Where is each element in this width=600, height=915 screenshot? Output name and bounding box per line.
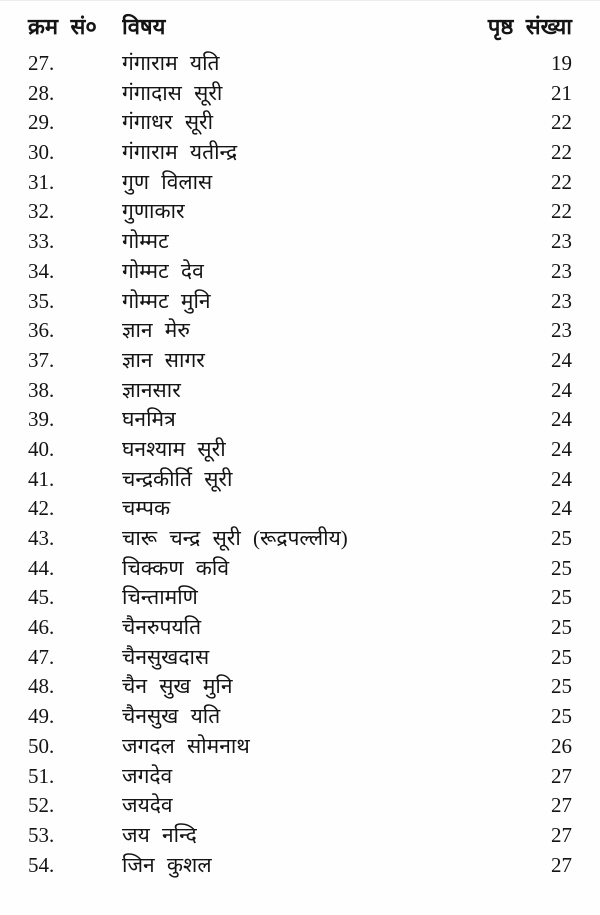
serial-number: 42. bbox=[28, 496, 55, 521]
page-number: 21 bbox=[551, 80, 572, 105]
subject-title: जयदेव bbox=[122, 793, 173, 818]
page-number: 22 bbox=[551, 169, 572, 194]
subject-title: गंगाराम यतीन्द्र bbox=[122, 140, 238, 165]
page-number: 25 bbox=[551, 526, 572, 550]
serial-number: 32. bbox=[28, 199, 55, 224]
toc-row bbox=[28, 316, 572, 346]
serial-number: 27. bbox=[28, 51, 55, 75]
serial-number: 43. bbox=[28, 526, 55, 550]
toc-row bbox=[28, 465, 572, 495]
toc-row bbox=[28, 524, 572, 554]
subject-title: चारू चन्द्र सूरी (रूद्रपल्लीय) bbox=[122, 526, 348, 550]
toc-rows bbox=[28, 49, 572, 880]
page-number: 27 bbox=[551, 763, 572, 788]
subject-title: घनमित्र bbox=[122, 407, 176, 432]
serial-number: 53. bbox=[28, 822, 55, 847]
page-number: 25 bbox=[551, 615, 572, 640]
serial-number: 29. bbox=[28, 110, 55, 135]
page-number: 24 bbox=[551, 496, 572, 521]
toc-row bbox=[28, 257, 572, 287]
toc-row bbox=[28, 79, 572, 109]
page-number: 23 bbox=[551, 318, 572, 343]
page-number: 25 bbox=[551, 674, 572, 699]
subject-title: गंगाराम यति bbox=[122, 51, 220, 75]
subject-title: गोम्मट bbox=[122, 229, 169, 254]
subject-title: चैनसुख यति bbox=[122, 704, 221, 729]
subject-title: चम्पक bbox=[122, 496, 171, 521]
toc-row bbox=[28, 376, 572, 406]
toc-row bbox=[28, 702, 572, 732]
page-number: 25 bbox=[551, 555, 572, 580]
header-subject: विषय bbox=[122, 14, 166, 39]
subject-title: गंगाधर सूरी bbox=[122, 110, 214, 135]
serial-number: 39. bbox=[28, 407, 55, 432]
toc-row bbox=[28, 494, 572, 524]
toc-row bbox=[28, 821, 572, 851]
serial-number: 48. bbox=[28, 674, 55, 699]
page-number: 25 bbox=[551, 644, 572, 669]
serial-number: 44. bbox=[28, 555, 55, 580]
toc-row bbox=[28, 168, 572, 198]
subject-title: चिन्तामणि bbox=[122, 585, 198, 610]
toc-row bbox=[28, 227, 572, 257]
page-number: 24 bbox=[551, 466, 572, 491]
toc-header bbox=[28, 11, 572, 45]
toc-row bbox=[28, 583, 572, 613]
subject-title: चैनसुखदास bbox=[122, 644, 210, 669]
serial-number: 50. bbox=[28, 733, 55, 758]
toc-row bbox=[28, 197, 572, 227]
serial-number: 52. bbox=[28, 793, 55, 818]
page-number: 27 bbox=[551, 793, 572, 818]
serial-number: 34. bbox=[28, 258, 55, 283]
toc-row bbox=[28, 346, 572, 376]
page-number: 24 bbox=[551, 436, 572, 461]
table-of-contents bbox=[28, 11, 572, 880]
toc-row bbox=[28, 405, 572, 435]
serial-number: 37. bbox=[28, 347, 55, 372]
page-number: 24 bbox=[551, 407, 572, 432]
toc-row bbox=[28, 613, 572, 643]
toc-row bbox=[28, 672, 572, 702]
toc-row bbox=[28, 138, 572, 168]
serial-number: 51. bbox=[28, 763, 55, 788]
serial-number: 45. bbox=[28, 585, 55, 610]
serial-number: 41. bbox=[28, 466, 55, 491]
serial-number: 49. bbox=[28, 704, 55, 729]
subject-title: जगदेव bbox=[122, 763, 173, 788]
serial-number: 33. bbox=[28, 229, 55, 254]
page-number: 22 bbox=[551, 199, 572, 224]
toc-row bbox=[28, 791, 572, 821]
subject-title: चिक्कण कवि bbox=[122, 555, 230, 580]
subject-title: जय नन्दि bbox=[122, 822, 197, 847]
subject-title: गोम्मट देव bbox=[122, 258, 204, 283]
page-number: 23 bbox=[551, 288, 572, 313]
toc-row bbox=[28, 49, 572, 79]
header-page-number: पृष्ठ संख्या bbox=[487, 14, 572, 39]
subject-title: ज्ञान मेरु bbox=[122, 318, 190, 343]
page-number: 25 bbox=[551, 704, 572, 729]
page-number: 23 bbox=[551, 258, 572, 283]
page-number: 24 bbox=[551, 377, 572, 402]
subject-title: ज्ञानसार bbox=[122, 377, 181, 402]
page-number: 22 bbox=[551, 110, 572, 135]
serial-number: 38. bbox=[28, 377, 55, 402]
serial-number: 31. bbox=[28, 169, 55, 194]
serial-number: 46. bbox=[28, 615, 55, 640]
serial-number: 28. bbox=[28, 80, 55, 105]
subject-title: जिन कुशल bbox=[122, 852, 212, 877]
page-number: 24 bbox=[551, 347, 572, 372]
toc-row bbox=[28, 435, 572, 465]
subject-title: चैन सुख मुनि bbox=[122, 674, 233, 699]
subject-title: चैनरुपयति bbox=[122, 615, 202, 640]
page-number: 22 bbox=[551, 140, 572, 165]
subject-title: गुण विलास bbox=[122, 169, 213, 194]
subject-title: जगदल सोमनाथ bbox=[122, 733, 250, 758]
toc-row bbox=[28, 108, 572, 138]
serial-number: 35. bbox=[28, 288, 55, 313]
page-number: 25 bbox=[551, 585, 572, 610]
subject-title: ज्ञान सागर bbox=[122, 347, 205, 372]
toc-row bbox=[28, 287, 572, 317]
page-number: 19 bbox=[551, 51, 572, 75]
header-serial-number: क्रम सं० bbox=[28, 14, 97, 39]
page-number: 23 bbox=[551, 229, 572, 254]
toc-row bbox=[28, 851, 572, 881]
subject-title: गुणाकार bbox=[122, 199, 185, 224]
serial-number: 30. bbox=[28, 140, 55, 165]
page-number: 26 bbox=[551, 733, 572, 758]
subject-title: घनश्याम सूरी bbox=[122, 436, 226, 461]
page-number: 27 bbox=[551, 852, 572, 877]
toc-row bbox=[28, 643, 572, 673]
subject-title: गंगादास सूरी bbox=[122, 80, 223, 105]
serial-number: 40. bbox=[28, 436, 55, 461]
page-number: 27 bbox=[551, 822, 572, 847]
subject-title: गोम्मट मुनि bbox=[122, 288, 211, 313]
subject-title: चन्द्रकीर्ति सूरी bbox=[122, 466, 233, 491]
toc-row bbox=[28, 554, 572, 584]
serial-number: 54. bbox=[28, 852, 55, 877]
serial-number: 47. bbox=[28, 644, 55, 669]
toc-row bbox=[28, 732, 572, 762]
toc-row bbox=[28, 762, 572, 792]
serial-number: 36. bbox=[28, 318, 55, 343]
